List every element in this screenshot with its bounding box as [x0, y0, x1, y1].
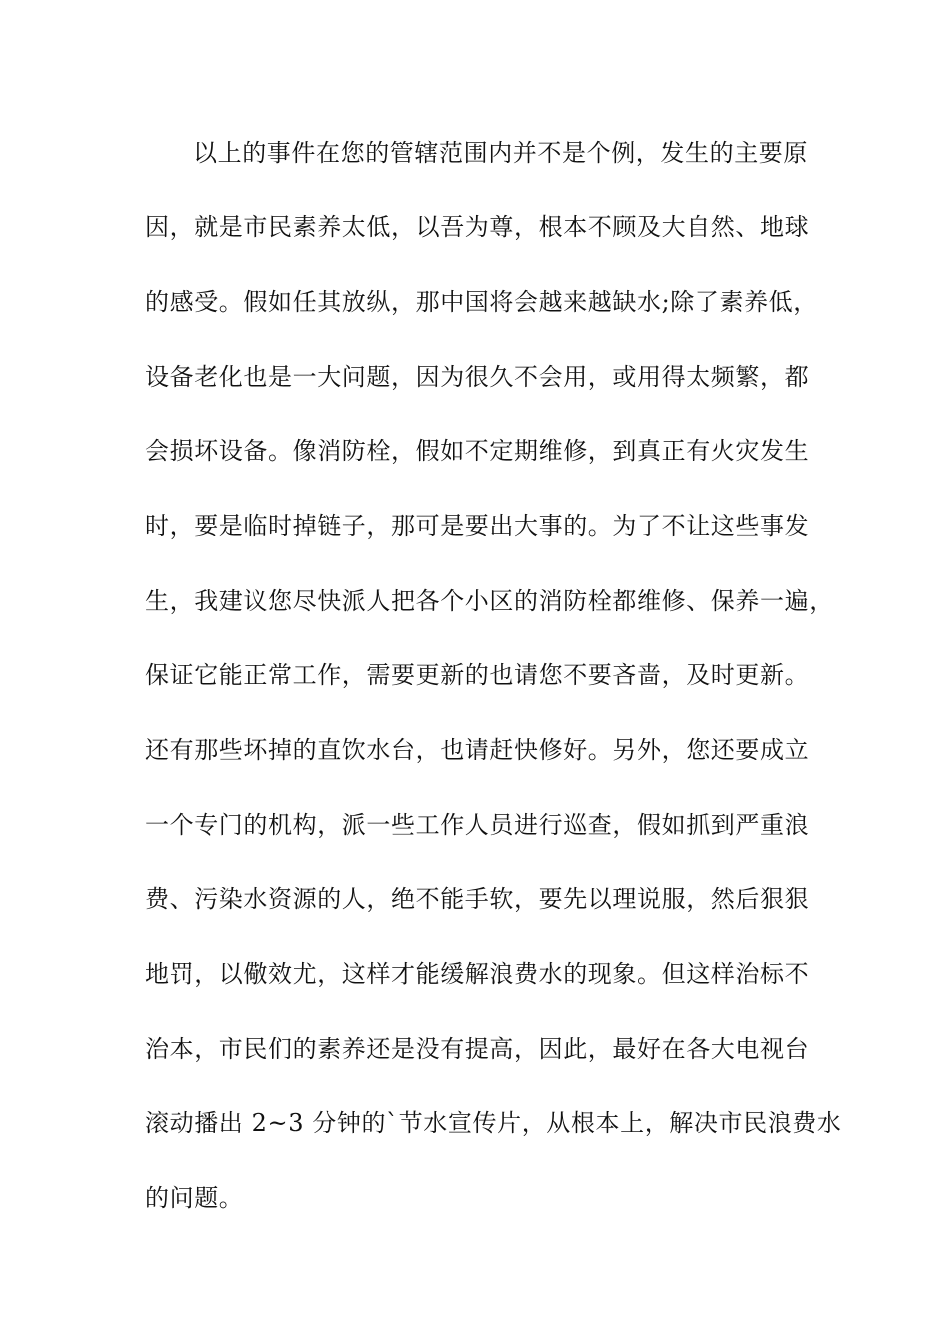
paragraph-line: 保证它能正常工作，需要更新的也请您不要吝啬，及时更新。 — [145, 661, 810, 689]
paragraph-line: 治本，市民们的素养还是没有提高，因此，最好在各大电视台 — [145, 1035, 810, 1063]
paragraph-line: 设备老化也是一大问题，因为很久不会用，或用得太频繁，都 — [145, 363, 810, 391]
paragraph-line: 因，就是市民素养太低，以吾为尊，根本不顾及大自然、地球 — [145, 213, 810, 241]
paragraph-line: 生，我建议您尽快派人把各个小区的消防栓都维修、保养一遍， — [145, 587, 834, 615]
paragraph-line: 的感受。假如任其放纵，那中国将会越来越缺水;除了素养低， — [145, 288, 818, 316]
paragraph-line: 滚动播出 2~3 分钟的`节水宣传片，从根本上，解决市民浪费水 — [145, 1109, 842, 1137]
paragraph-line: 会损坏设备。像消防栓，假如不定期维修，到真正有火灾发生 — [145, 437, 810, 465]
paragraph-line: 的问题。 — [145, 1184, 244, 1212]
paragraph-line: 费、污染水资源的人，绝不能手软，要先以理说服，然后狠狠 — [145, 885, 810, 913]
paragraph-line: 地罚，以儆效尤，这样才能缓解浪费水的现象。但这样治标不 — [145, 960, 810, 988]
paragraph-line: 时，要是临时掉链子，那可是要出大事的。为了不让这些事发 — [145, 512, 810, 540]
paragraph-line: 以上的事件在您的管辖范围内并不是个例，发生的主要原 — [193, 139, 808, 167]
paragraph-line: 一个专门的机构，派一些工作人员进行巡查，假如抓到严重浪 — [145, 811, 810, 839]
paragraph-line: 还有那些坏掉的直饮水台，也请赶快修好。另外，您还要成立 — [145, 736, 810, 764]
